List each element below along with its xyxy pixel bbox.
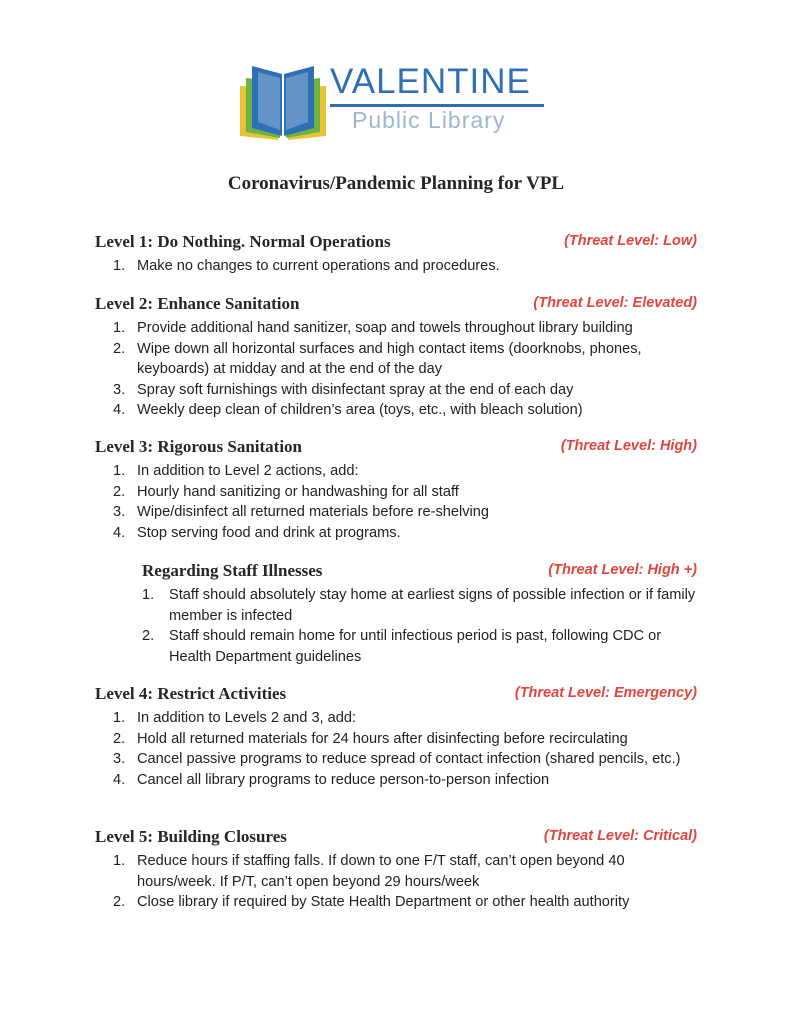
item-number: 1. xyxy=(113,320,126,336)
item-number: 4. xyxy=(113,402,126,419)
item-text: Reduce hours if staffing falls. If down to one F/T staff, can’t open beyond 40 hours/week. If P/T, can’t open beyond 29 hours/week xyxy=(137,853,625,890)
item-number: 1. xyxy=(113,853,126,869)
level-1-heading: Level 1: Do Nothing. Normal Operations xyxy=(95,232,391,251)
item-text: Staff should remain home for until infectious period is past, following CDC or Health Department guidelines xyxy=(169,628,662,665)
document-title: Coronavirus/Pandemic Planning for VPL xyxy=(227,173,565,194)
item-text: Cancel all library programs to reduce person-to-person infection xyxy=(137,771,550,788)
list-item xyxy=(95,318,697,339)
logo-name: VALENTINE xyxy=(330,62,531,101)
item-number: 2. xyxy=(142,628,155,645)
level-1-section xyxy=(95,232,697,277)
item-number: 1. xyxy=(113,463,126,479)
open-book-icon xyxy=(238,58,328,142)
level-2-threat-label: (Threat Level: Elevated) xyxy=(533,295,697,311)
item-number: 2. xyxy=(113,483,126,500)
logo-subtitle: Public Library xyxy=(352,107,506,133)
level-5-heading: Level 5: Building Closures xyxy=(95,827,287,846)
level-3-section xyxy=(95,437,697,543)
item-text: In addition to Levels 2 and 3, add: xyxy=(137,710,357,726)
list-item xyxy=(95,892,697,913)
list-item xyxy=(95,502,697,523)
item-text: Staff should absolutely stay home at earliest signs of possible infection or if family member is infected xyxy=(169,587,696,624)
item-text: Wipe down all horizontal surfaces and high contact items (doorknobs, phones, keyboards) at midday and at the end of the day xyxy=(137,340,642,378)
level-5-threat-label: (Threat Level: Critical) xyxy=(543,828,697,844)
level-4-heading: Level 4: Restrict Activities xyxy=(95,684,287,703)
item-number: 1. xyxy=(142,587,155,603)
list-item xyxy=(142,626,697,667)
item-text: Wipe/disinfect all returned materials before re-shelving xyxy=(137,504,490,521)
item-number: 4. xyxy=(113,771,126,788)
level-2-heading: Level 2: Enhance Sanitation xyxy=(95,294,300,313)
staff-illnesses-threat-label: (Threat Level: High +) xyxy=(548,562,697,578)
level-2-section xyxy=(95,294,697,421)
item-number: 4. xyxy=(113,524,126,541)
item-text: Stop serving food and drink at programs. xyxy=(137,524,401,541)
level-4-threat-label: (Threat Level: Emergency) xyxy=(514,685,697,701)
item-number: 2. xyxy=(113,730,126,747)
level-4-section xyxy=(95,684,697,790)
item-text: Spray soft furnishings with disinfectant spray at the end of each day xyxy=(137,381,574,398)
list-item xyxy=(95,339,697,380)
item-text: Make no changes to current operations and procedures. xyxy=(137,258,500,274)
item-number: 3. xyxy=(113,504,126,521)
list-item xyxy=(95,461,697,482)
list-item xyxy=(95,256,697,277)
list-item xyxy=(95,380,697,401)
item-text: Close library if required by State Health Department or other health authority xyxy=(137,894,630,911)
list-item xyxy=(95,729,697,750)
item-number: 3. xyxy=(113,751,126,768)
list-item xyxy=(95,770,697,791)
item-text: Hold all returned materials for 24 hours after disinfecting before recirculating xyxy=(137,730,628,747)
item-number: 1. xyxy=(113,258,126,274)
item-number: 3. xyxy=(113,381,126,398)
list-item xyxy=(95,851,697,892)
list-item xyxy=(95,400,697,421)
item-text: In addition to Level 2 actions, add: xyxy=(137,463,359,479)
item-number: 2. xyxy=(113,340,126,357)
list-item xyxy=(142,585,697,626)
level-1-threat-label: (Threat Level: Low) xyxy=(564,233,697,249)
list-item xyxy=(95,482,697,503)
list-item xyxy=(95,708,697,729)
level-5-section xyxy=(95,827,697,913)
item-number: 2. xyxy=(113,894,126,911)
item-text: Cancel passive programs to reduce spread of contact infection (shared pencils, etc.) xyxy=(137,751,681,768)
list-item xyxy=(95,749,697,770)
library-logo xyxy=(238,58,558,142)
level-3-threat-label: (Threat Level: High) xyxy=(560,438,697,454)
list-item xyxy=(95,523,697,544)
item-text: Hourly hand sanitizing or handwashing for all staff xyxy=(137,483,459,500)
item-text: Weekly deep clean of children’s area (toys, etc., with bleach solution) xyxy=(137,402,583,419)
staff-illnesses-heading: Regarding Staff Illnesses xyxy=(142,561,323,580)
item-number: 1. xyxy=(113,710,126,726)
level-3-heading: Level 3: Rigorous Sanitation xyxy=(95,437,303,456)
staff-illnesses-section xyxy=(142,561,697,667)
item-text: Provide additional hand sanitizer, soap and towels throughout library building xyxy=(137,320,633,336)
